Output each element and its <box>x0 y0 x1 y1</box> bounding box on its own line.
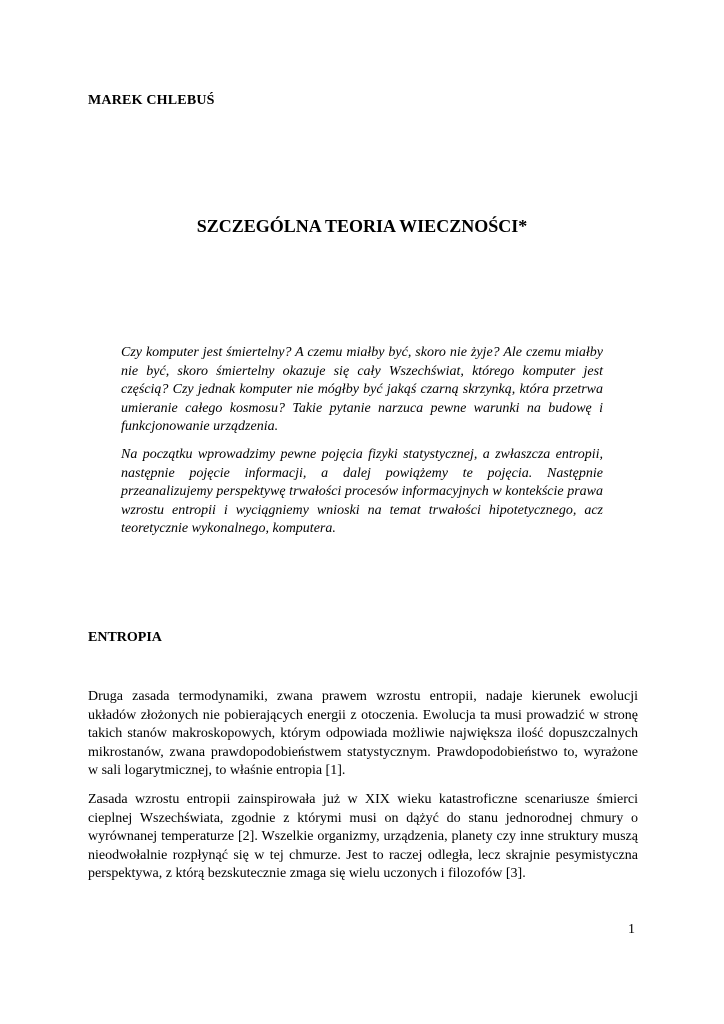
section-heading: ENTROPIA <box>88 630 162 645</box>
body-paragraph: Zasada wzrostu entropii zainspirowała już w XIX wieku katastroficzne scenariusze śmierci cieplnej Wszechświata, zgodnie z którymi musi on dążyć do stanu jednorodnej chmury o wyrównanej temperaturze [2]. Wszelkie organizmy, urządzenia, planety czy inne struktury muszą nieodwołalnie rozpłynąć się w tej chmurze. Jest to raczej odległa, lecz skrajnie pesymistyczna perspektywa, z którą bezskutecznie zmaga się wielu uczonych i filozofów [3]. <box>88 791 638 882</box>
section-body <box>88 688 638 894</box>
body-paragraph: Druga zasada termodynamiki, zwana prawem wzrostu entropii, nadaje kierunek ewolucji układów złożonych nie pobierających energii z otoczenia. Ewolucja ta musi prowadzić w stronę takich stanów makroskopowych, którym odpowiada możliwie największa ilość dopuszczalnych mikrostanów, zwana prawdopodobieństwem statystycznym. Prawdopodobieństwo to, wyrażone w sali logarytmicznej, to właśnie entropia [1]. <box>88 689 638 779</box>
abstract <box>121 344 603 548</box>
abstract-paragraph: Na początku wprowadzimy pewne pojęcia fizyki statystycznej, a zwłaszcza entropii, następnie pojęcie informacji, a dalej powiążemy te pojęcia. Następnie przeanalizujemy perspektywę trwałości procesów informacyjnych w kontekście prawa wzrostu entropii i wyciągniemy wnioski na temat trwałości hipotetycznego, acz teoretycznie wykonalnego, komputera. <box>121 446 603 537</box>
page-number: 1 <box>628 922 635 937</box>
abstract-paragraph: Czy komputer jest śmiertelny? A czemu miałby być, skoro nie żyje? Ale czemu miałby nie być, skoro śmiertelny okazuje się cały Wszechświat, którego komputer jest częścią? Czy jednak komputer nie mógłby być jakąś czarną skrzynką, która przetrwa umieranie całego kosmosu? Takie pytanie narzuca pewne warunki na budowę i funkcjonowanie urządzenia. <box>121 345 603 435</box>
paper-title: SZCZEGÓLNA TEORIA WIECZNOŚCI* <box>196 216 528 236</box>
author-name: MAREK CHLEBUŚ <box>88 93 215 108</box>
